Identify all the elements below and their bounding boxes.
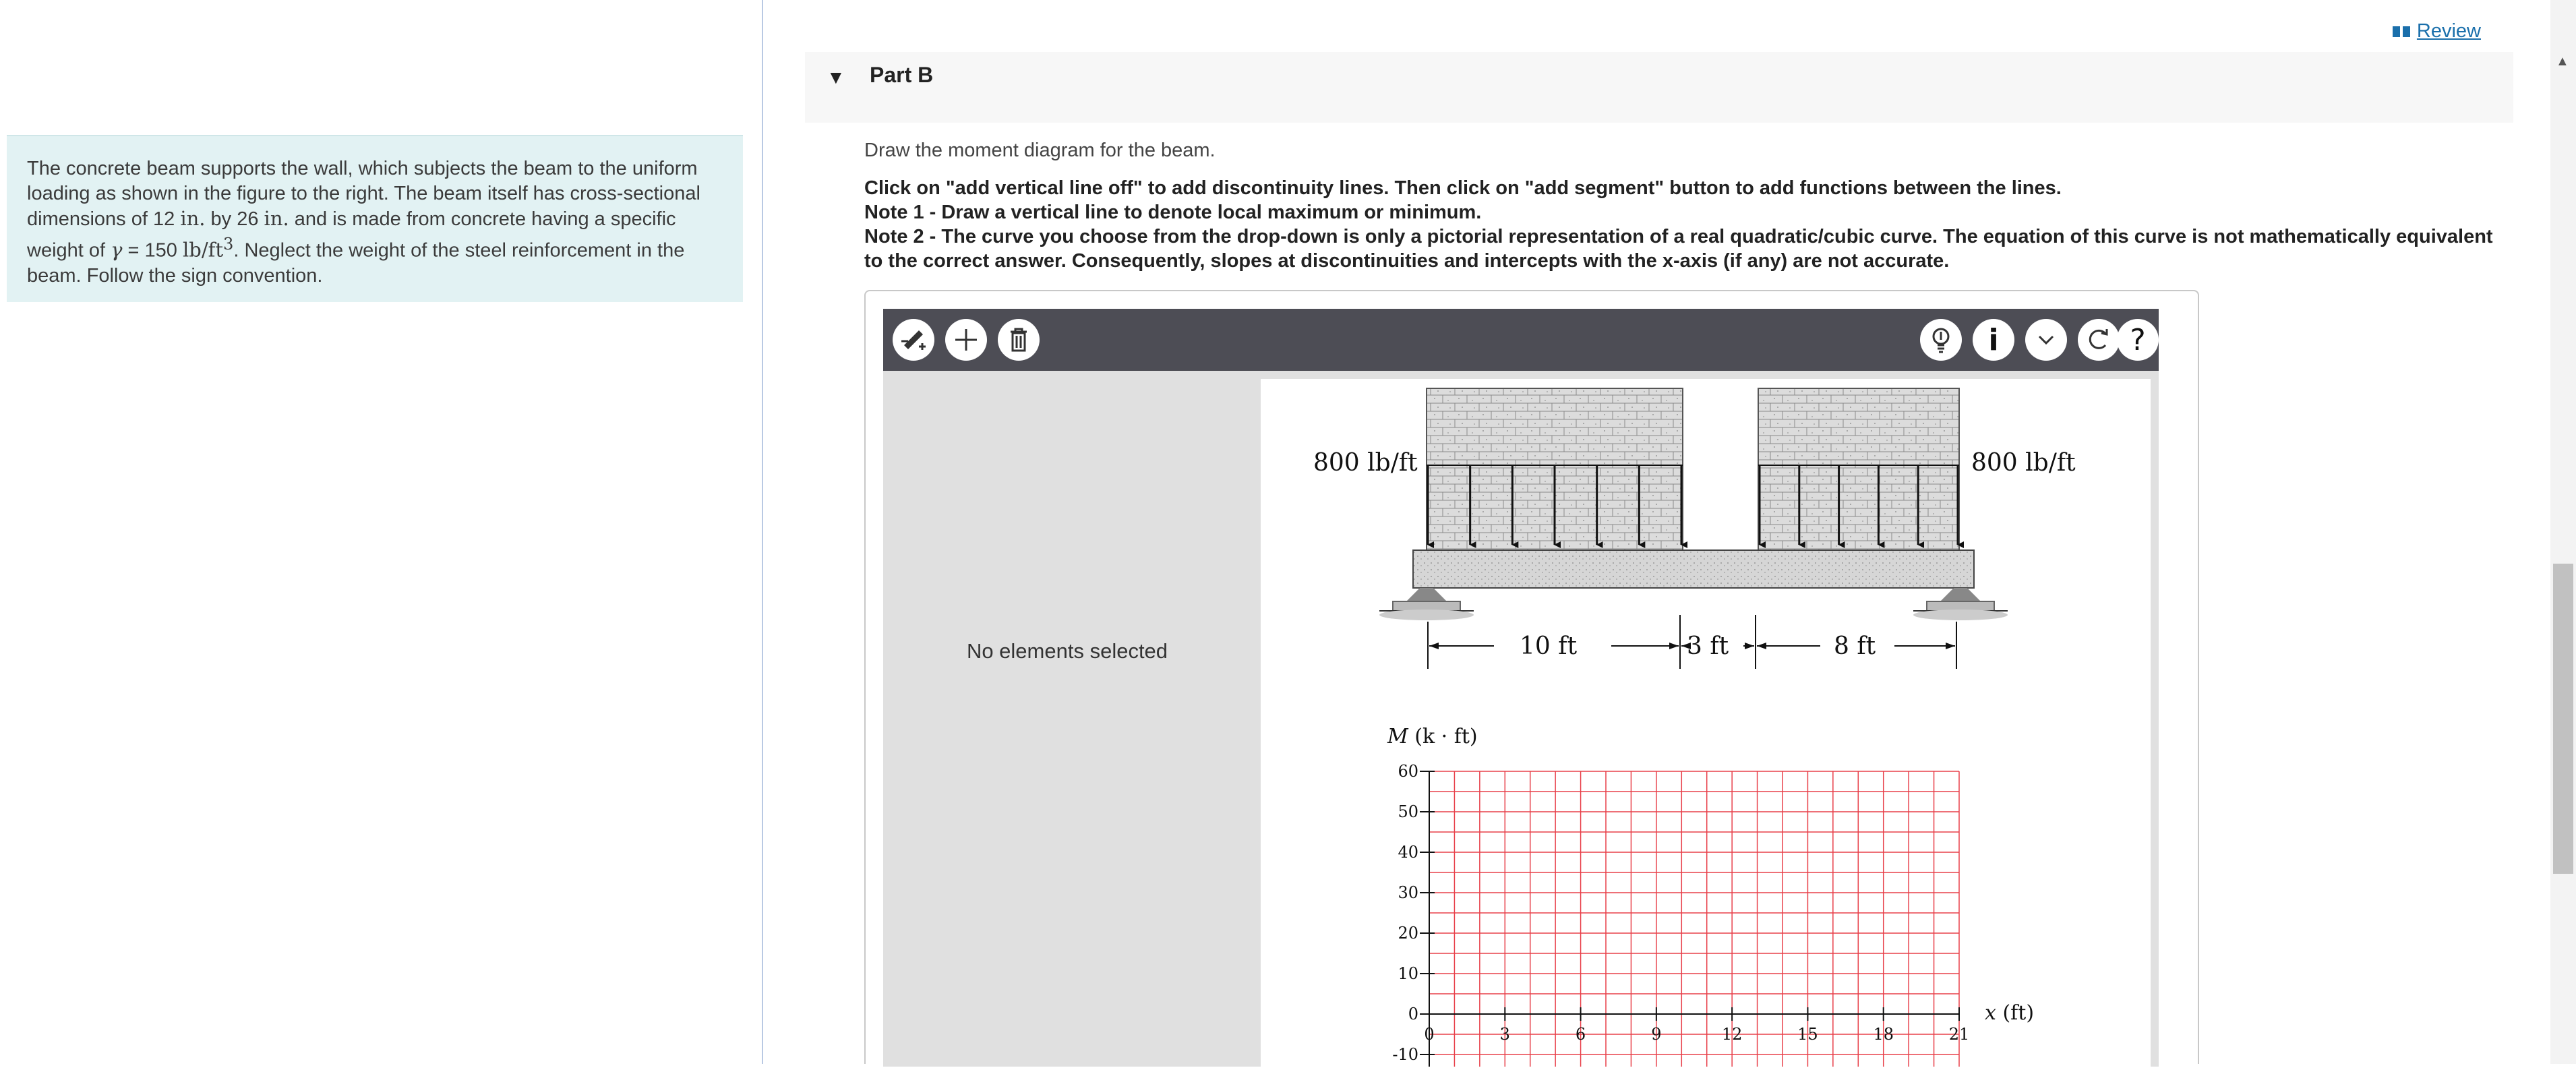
y-axis-title xyxy=(1387,725,1478,748)
add-vertical-line-button[interactable] xyxy=(893,319,934,361)
selection-status: No elements selected xyxy=(966,639,1168,663)
page-scrollbar[interactable] xyxy=(2550,0,2576,1064)
support-right xyxy=(1913,588,2008,620)
info-icon: i xyxy=(1988,322,1999,357)
hint-bulb-icon xyxy=(1927,325,1954,355)
collapse-caret-icon[interactable]: ▼ xyxy=(827,67,845,88)
y-tick-label: -10 xyxy=(1392,1045,1418,1064)
hint-button[interactable] xyxy=(1920,319,1962,361)
reset-icon xyxy=(2084,325,2114,355)
instructions xyxy=(864,138,2516,273)
instructions-lead: Draw the moment diagram for the beam. xyxy=(864,140,1216,161)
x-tick-label: 15 xyxy=(1797,1025,1818,1044)
drawing-canvas[interactable] xyxy=(1251,371,2159,1067)
load-label-left: 800 lb/ft xyxy=(1313,449,1418,477)
part-title: Part B xyxy=(870,63,934,87)
y-axis-variable: M xyxy=(1387,725,1415,748)
x-tick-label: 6 xyxy=(1575,1025,1586,1044)
dropdown-chevron-icon xyxy=(2034,328,2058,352)
left-panel xyxy=(0,0,763,1064)
add-segment-icon xyxy=(953,326,980,353)
x-axis-variable: x xyxy=(1985,1001,2003,1025)
x-axis-title xyxy=(1985,1001,2034,1025)
load-label-right: 800 lb/ft xyxy=(1971,449,2076,477)
concrete-beam xyxy=(1413,550,1974,588)
wall-right xyxy=(1758,388,1959,570)
dimension-label-10ft: 10 ft xyxy=(1520,632,1578,660)
tool-toolbar xyxy=(883,309,2159,371)
dimension-label-8ft: 8 ft xyxy=(1834,632,1876,660)
x-axis-unit: (ft) xyxy=(2002,1001,2035,1025)
y-tick-label: 10 xyxy=(1398,964,1418,983)
moment-chart[interactable] xyxy=(1387,725,2034,1067)
y-tick-label: 50 xyxy=(1398,802,1418,821)
right-panel xyxy=(763,0,2548,1064)
add-segment-button[interactable] xyxy=(945,319,987,361)
dimension-label-3ft: 3 ft xyxy=(1687,632,1729,660)
help-button[interactable] xyxy=(2117,319,2159,361)
x-tick-label: 9 xyxy=(1651,1025,1662,1044)
book-icon xyxy=(2391,24,2412,39)
part-b-header[interactable] xyxy=(805,52,2513,123)
x-tick-label: 0 xyxy=(1424,1025,1435,1044)
y-tick-label: 60 xyxy=(1398,762,1418,781)
x-tick-label: 3 xyxy=(1499,1025,1510,1044)
y-axis-unit: (k · ft) xyxy=(1414,725,1478,748)
scroll-up-arrow-icon[interactable]: ▲ xyxy=(2556,54,2569,69)
dropdown-button[interactable] xyxy=(2025,319,2067,361)
diagram-tool xyxy=(864,290,2199,1064)
x-tick-label: 18 xyxy=(1873,1025,1894,1044)
y-tick-label: 30 xyxy=(1398,883,1418,902)
reset-button[interactable] xyxy=(2078,319,2120,361)
y-tick-label: 20 xyxy=(1398,924,1418,943)
scrollbar-thumb[interactable] xyxy=(2553,564,2573,874)
element-side-panel xyxy=(883,371,1251,1067)
help-icon: ? xyxy=(2130,322,2146,357)
beam-and-moment-figure[interactable] xyxy=(1261,379,2151,1067)
delete-icon xyxy=(1007,326,1031,353)
instructions-line-3: Note 2 - The curve you choose from the drop-down is only a pictorial representation of a real quadratic/cubic curve. The equation of this curve is not mathematically equivalent to the correct answer. Consequently, slopes at discontinuities and intercepts with the x-axis (if any) are not accurate. xyxy=(864,226,2493,272)
x-tick-label: 12 xyxy=(1721,1025,1743,1044)
instructions-line-1: Click on "add vertical line off" to add discontinuity lines. Then click on "add segment" button to add functions between the lines. xyxy=(864,177,2062,199)
instructions-line-2: Note 1 - Draw a vertical line to denote local maximum or minimum. xyxy=(864,202,1482,223)
problem-statement: The concrete beam supports the wall, which subjects the beam to the uniform loading as shown in the figure to the right. The beam itself has cross-sectional dimensions of 12 in. by 26 in. and is made from concrete having a specific weight of γ = 150 $lb/ft^3$. Neglect the weight of the steel reinforcement in the beam. Follow the sign convention. xyxy=(7,135,743,302)
add-vertical-line-icon xyxy=(899,325,928,355)
canvas-area[interactable] xyxy=(1261,379,2151,1067)
support-left xyxy=(1379,588,1474,620)
x-tick-label: 21 xyxy=(1948,1025,1970,1044)
info-button[interactable] xyxy=(1973,319,2014,361)
y-tick-label: 40 xyxy=(1398,843,1418,862)
delete-button[interactable] xyxy=(998,319,1040,361)
y-tick-label: 0 xyxy=(1408,1005,1418,1023)
review-link[interactable]: Review xyxy=(2391,20,2481,42)
